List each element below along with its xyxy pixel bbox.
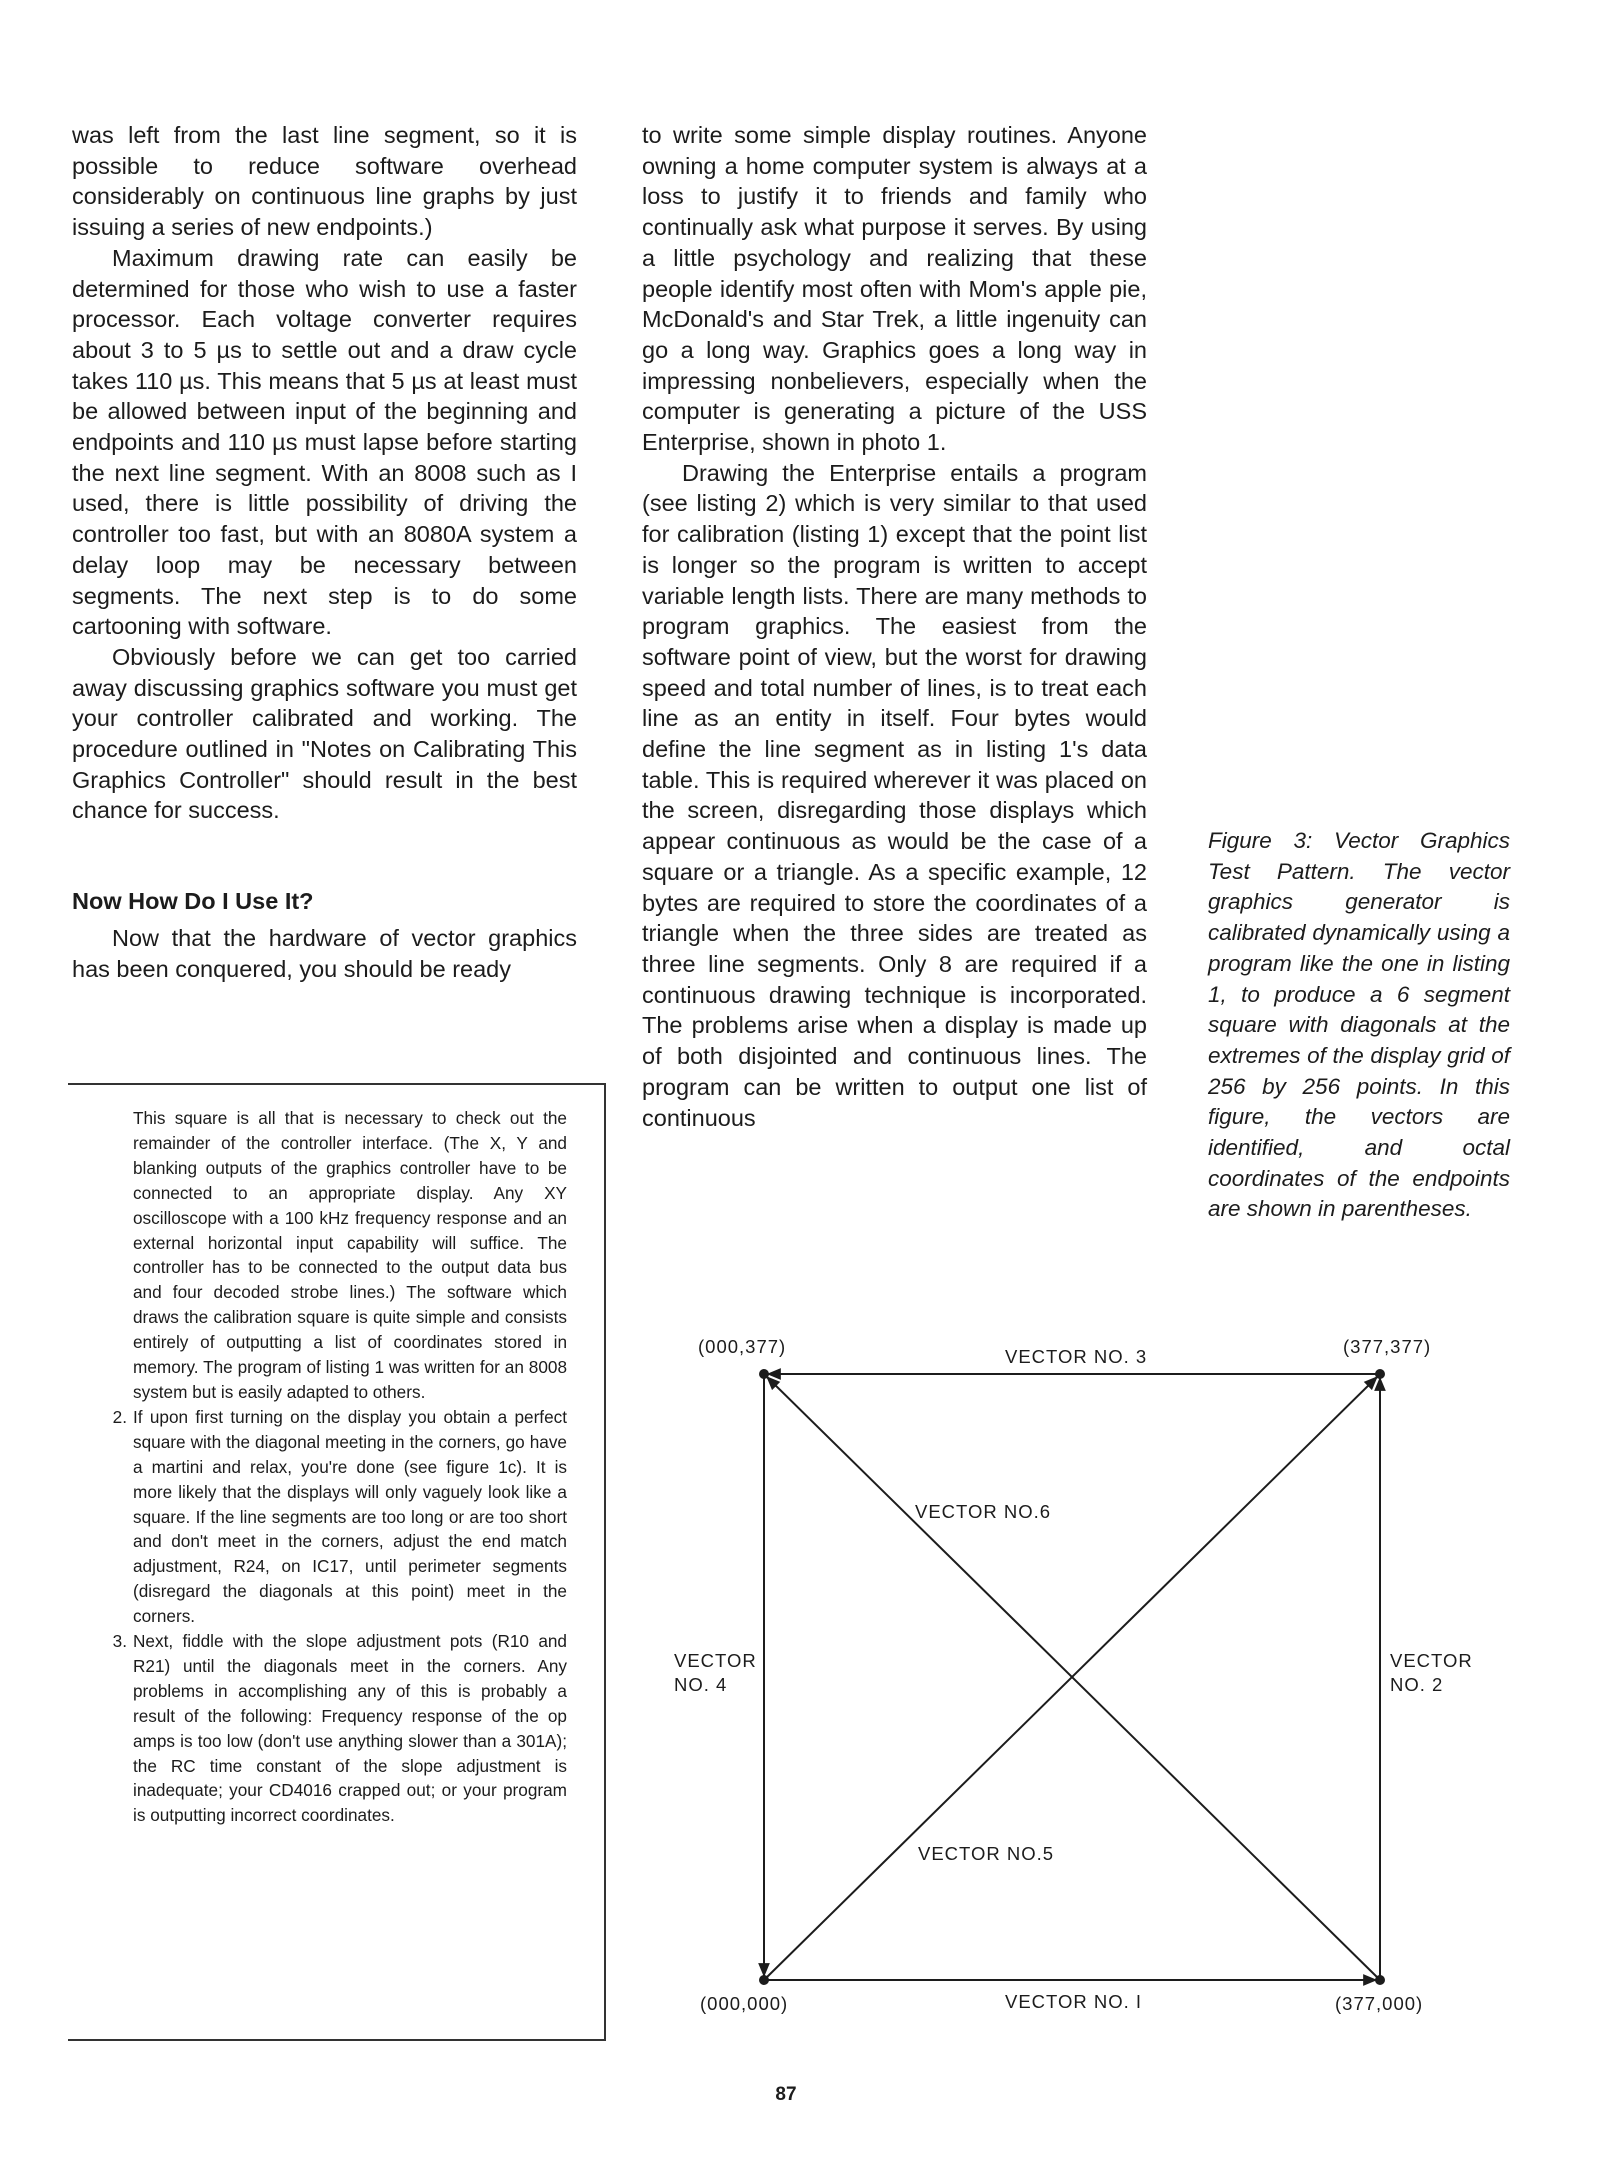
label-vector-4-line-1: VECTOR (674, 1650, 757, 1671)
label-vector-1: VECTOR NO. I (1005, 1991, 1143, 2012)
label-vector-2-line-1: VECTOR (1390, 1650, 1473, 1671)
label-vector-4-line-2: NO. 4 (674, 1674, 728, 1695)
label-vector-6: VECTOR NO.6 (915, 1501, 1052, 1522)
sidebar-item-2 (112, 1405, 567, 1629)
sidebar-item-2-text: If upon first turning on the display you obtain a perfect square with the diagonal meeting in the corners, go have a martini and relax, you're done (see figure 1c). It is more likely that the displays will only vaguely look like a square. If the line segments are too long or are too short and don't meet in the corners, adjust the end match adjustment, R24, on IC17, until perimeter segments (disregard the diagonals at this point) meet in the corners. (133, 1406, 567, 1627)
vector-test-pattern-figure (660, 1315, 1473, 2035)
label-corner-top-right: (377,377) (1343, 1336, 1432, 1357)
label-vector-5: VECTOR NO.5 (918, 1843, 1055, 1864)
sidebar-item-2-number: 2. (112, 1406, 127, 1427)
sidebar-item-3-number: 3. (112, 1631, 127, 1652)
left-paragraph-3: Obviously before we can get too carried away discussing graphics software you must get your controller calibrated and working. The procedure outlined in "Notes on Calibrating This Graphics Controller" should result in the best chance for success. (72, 643, 577, 824)
figure-caption: Figure 3: Vector Graphics Test Pattern. The vector graphics generator is calibrated dynamically using a program like the one in listing 1, to produce a 6 segment square with diagonals at the extremes of the display grid of 256 by 256 points. In this figure, the vectors are identified, and octal coordinates of the endpoints are shown in parentheses. (1208, 828, 1510, 1222)
label-corner-bottom-left: (000,000) (700, 1993, 789, 2014)
left-column (72, 120, 577, 984)
vector-6-line (767, 1377, 1380, 1980)
endpoint-bottom-right (1375, 1975, 1385, 1985)
calibration-notes-sidebar (112, 1106, 567, 1828)
endpoint-bottom-left (759, 1975, 769, 1985)
label-corner-top-left: (000,377) (698, 1336, 787, 1357)
middle-column (642, 120, 1147, 1133)
label-vector-2-line-2: NO. 2 (1390, 1674, 1444, 1695)
left-paragraph-1: was left from the last line segment, so it is possible to reduce software overhead considerably on continuous line graphs by just issuing a series of new endpoints.) (72, 122, 577, 241)
middle-paragraph-1: to write some simple display routines. Anyone owning a home computer system is always at a loss to justify it to friends and family who continually ask what purpose it serves. By using a little psychology and realizing that these people identify most often with Mom's apple pie, McDonald's and Star Trek, a little ingenuity can go a long way. Graphics goes a long way in impressing nonbelievers, especially when the computer is generating a picture of the USS Enterprise, shown in photo 1. (642, 122, 1147, 456)
left-paragraph-2: Maximum drawing rate can easily be determined for those who wish to use a faster processor. Each voltage converter requires about 3 to 5 µs to settle out and a draw cycle takes 110 µs. This means that 5 µs at least must be allowed between input of the beginning and endpoints and 110 µs must lapse before starting the next line segment. With an 8008 such as I used, there is little possibility of driving the controller too fast, but with an 8080A system a delay loop may be necessary between segments. The next step is to do some cartooning with software. (72, 244, 577, 640)
section-heading: Now How Do I Use It? (72, 888, 314, 915)
vector-5-line (764, 1377, 1377, 1980)
sidebar-item-3 (112, 1629, 567, 1828)
sidebar-item-3-text: Next, fiddle with the slope adjustment pots (R10 and R21) until the diagonals meet in the corners. Any problems in accomplishing any of this is probably a result of the following: Frequency response of the op amps is too low (don't use anything slower than a 301A); the RC time constant of the slope adjustment is inadequate; your CD4016 crapped out; or your program is outputting incorrect coordinates. (133, 1631, 567, 1826)
page-number: 87 (775, 2084, 797, 2105)
endpoint-top-left (759, 1369, 769, 1379)
label-vector-3: VECTOR NO. 3 (1005, 1346, 1148, 1367)
left-paragraph-4: Now that the hardware of vector graphics has been conquered, you should be ready (72, 924, 577, 982)
endpoint-top-right (1375, 1369, 1385, 1379)
label-corner-bottom-right: (377,000) (1335, 1993, 1424, 2014)
middle-paragraph-2: Drawing the Enterprise entails a program (see listing 2) which is very similar to that used for calibration (listing 1) except that the point list is longer so the program is written to accept variable length lists. There are many methods to program graphics. The easiest from the software point of view, but the worst for drawing speed and total number of lines, is to treat each line as an entity in itself. Four bytes would define the line segment as in listing 1's data table. This is required wherever it was placed on the screen, disregarding those displays which appear continuous as would be the case of a square or a triangle. As a specific example, 12 bytes are required to store the coordinates of a triangle when the three sides are treated as three line segments. Only 8 are required if a continuous drawing technique is incorporated. The problems arise when a display is made up of both disjointed and continuous lines. The program can be written to output one list of continuous (642, 459, 1147, 1131)
sidebar-item-1: This square is all that is necessary to check out the remainder of the controller interface. (The X, Y and blanking outputs of the graphics controller have to be connected to an appropriate display. Any XY oscilloscope with a 100 kHz frequency response and an external horizontal input capability will suffice. The controller has to be connected to the output data bus and four decoded strobe lines.) The software which draws the calibration square is quite simple and consists entirely of outputting a list of coordinates stored in memory. The program of listing 1 was written for an 8008 system but is easily adapted to others. (133, 1108, 567, 1402)
